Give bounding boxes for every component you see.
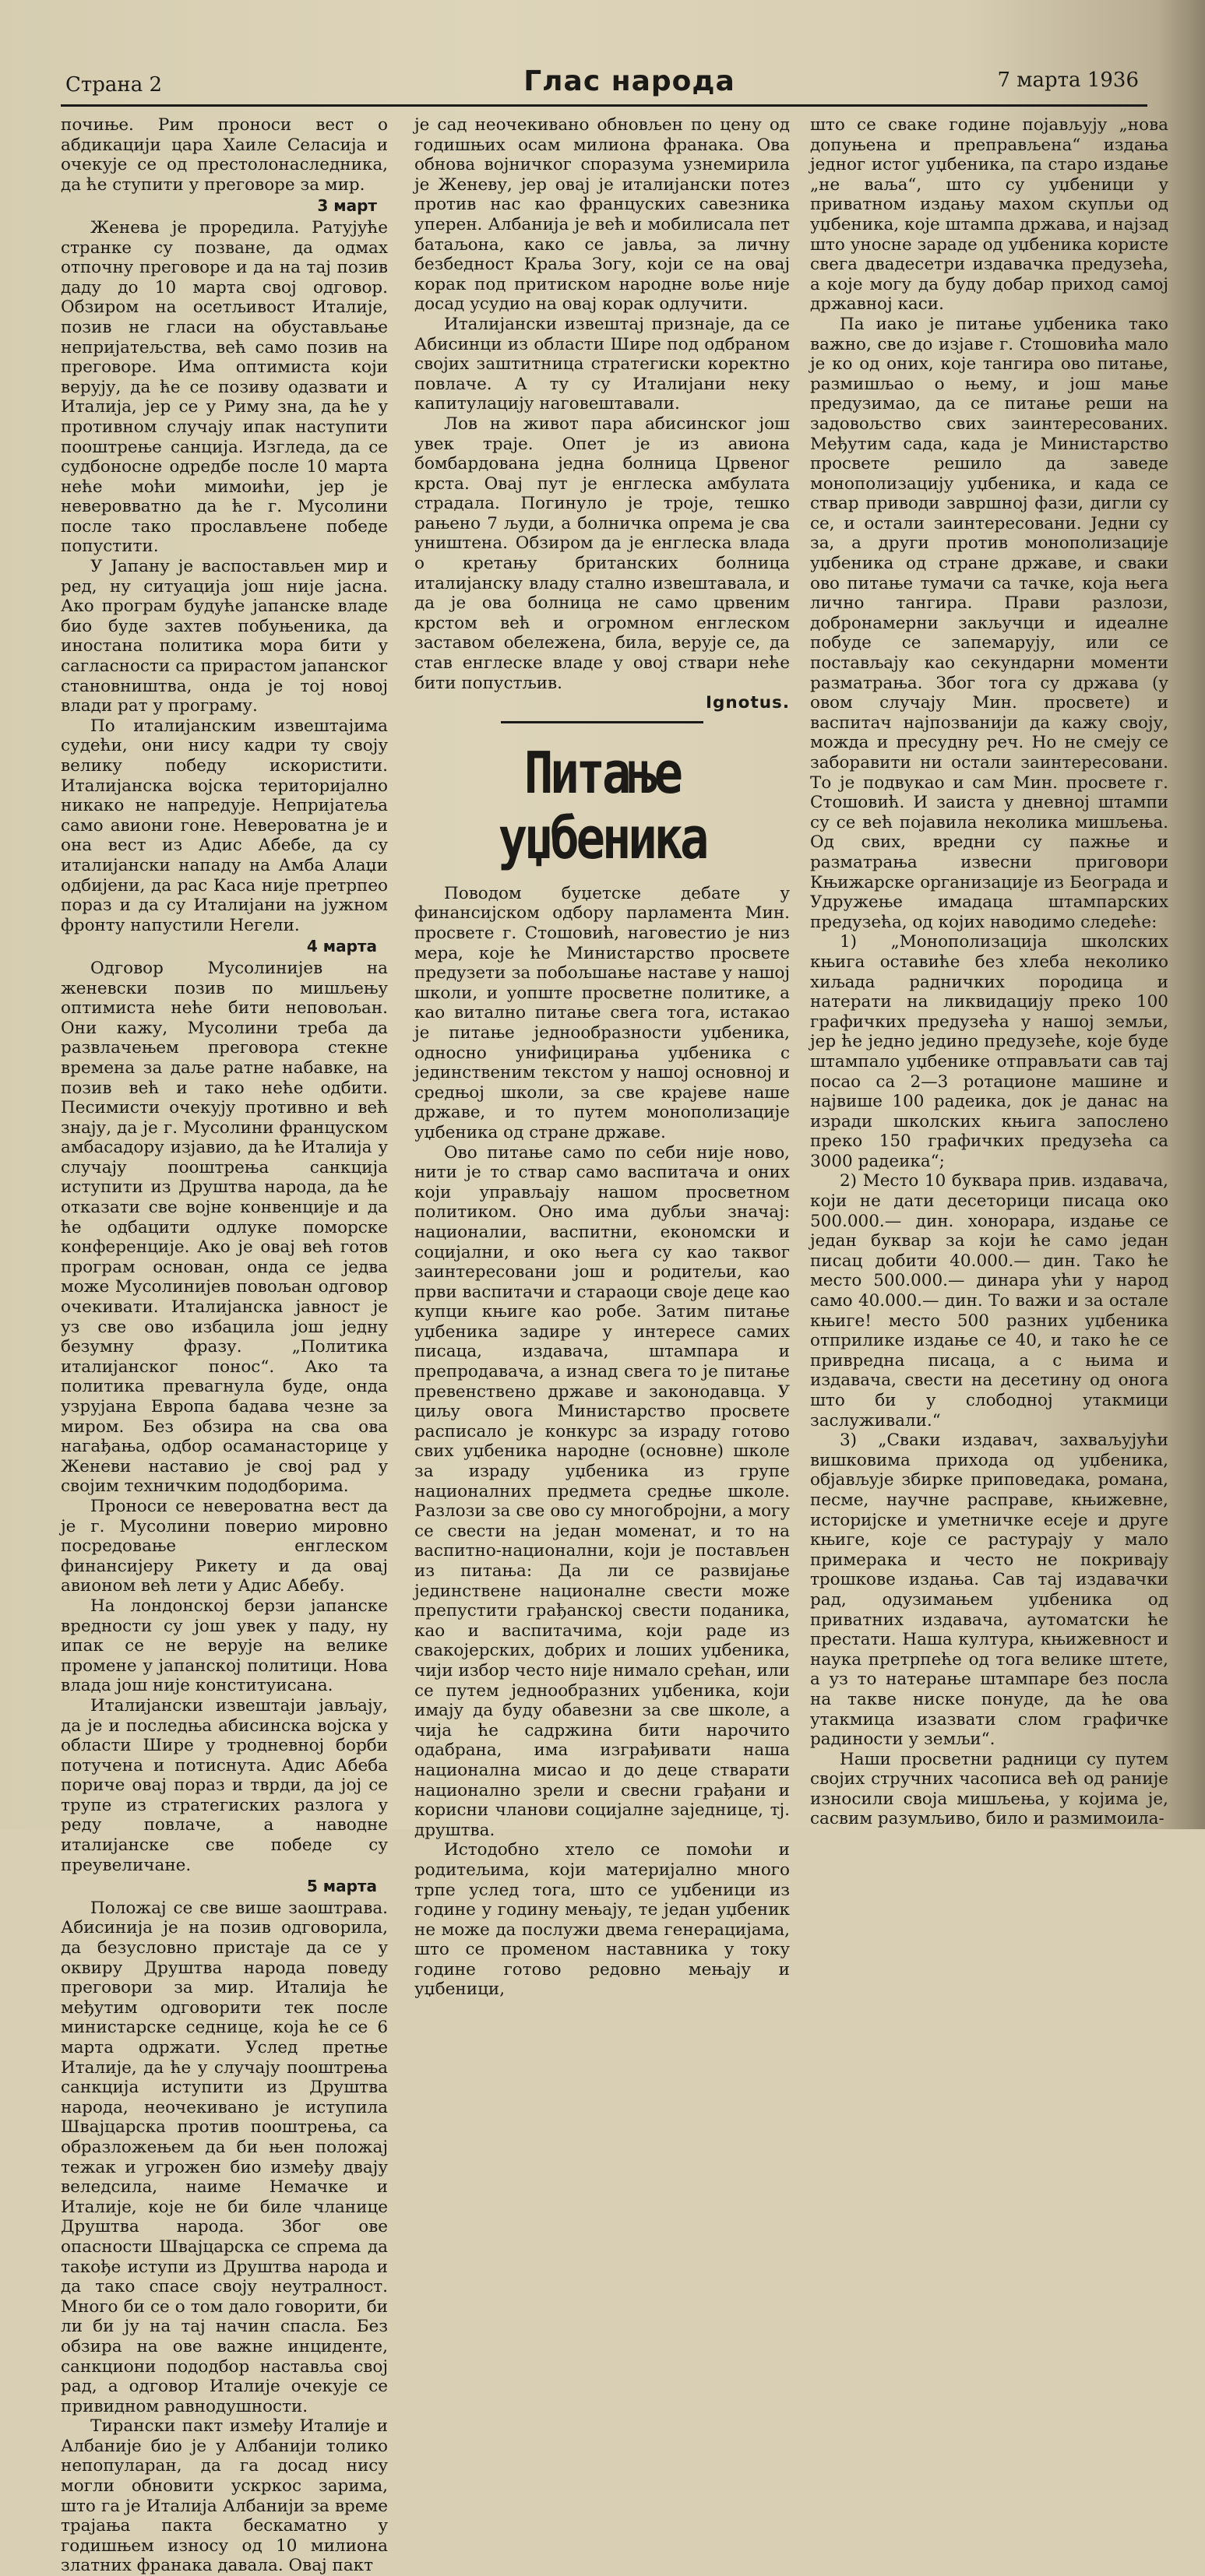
paragraph: Ово питање само по себи није ново, нити је то ствар само васпитача и оних који управљају нашом просветном политиком. Оно има дубљи значај: националии, васпитни, економски и социјални, и око њега су као таквог заинтересовани још и родитељи, као први васпитачи и стараоци своје деце као купци књиге као робе. Затим питање уџбеника задире у интересе самих писаца, издавача, штампара и препродавача, а изнад свега то је питање превенствено државе и законодавца. У циљу овога Министарство просвете расписало је конкурс за израду готово свих уџбеника народне (основне) школе за израду уџбеника из групе националних предмета средње школе. Разлози за све ово су многобројни, а могу се свести на један моменат, и то на васпитно-национални, који је постављен из питања: Да ли се развијање јединствене националне свести може препустити грађанској свести поданика, као и васпитачима, који раде из свакојерских, добрих и лоших уџбеника, чији избор често није нимало срећан, или се путем једнообразних уџбеника, који имају да буду обавезни за све школе, а чија ће садржина бити нарочито одабрана, има изграђивати наша национална мисао и до деце стварати национално зрели и свесни грађани и корисни чланови социјалне заједнице, тј. друштва. [414, 1142, 790, 1840]
newspaper-masthead: Глас народа [523, 65, 735, 97]
paragraph: је сад неочекивано обновљен по цену од годишњих осам милиона франака. Ова обнова војничког споразума узнемирила је Женеву, јер овај је италијански потез против нас као француских савезника уперен. Албанија је већ и мобилисала пет батаљона, како се јавља, за личну безбедност Краља Зогу, који се на овај корак под притиском народне воље није досад усудио на овај корак одлучити. [414, 115, 790, 315]
date-subheading: 5 марта [306, 1877, 377, 1896]
paragraph: Женева је проредила. Ратујуће странке су позване, да одмах отпочну преговоре и да на тај позив даду до 10 марта свој одговор. Обзиром на осетљивост Италије, позив не гласи на обустављање непријатељства, већ само позив на преговоре. Има оптимиста који верују, да ће се позиву одазвати и Италија, јер се у Риму зна, да ће у противном случају ипак наступити пооштрење санција. Изгледа, да се судбоносне одредбе после 10 марта неће моћи мимоићи, јер је неверовватно да ће г. Мусолини после тако прослављене победе попустити. [61, 217, 388, 557]
paragraph: Лов на живот пара абисинског још увек траје. Опет је из авиона бомбардована једна болница Црвеног крста. Овај пут је енглеска амбулата страдала. Погинуло је троје, тешко рањено 7 људи, а болничка опрема је сва уништена. Обзиром да је енглеска влада о кретању британских болница италијанску владу стално извештавала, и да је ова болница не само црвеним крстом већ и огромном енглеском заставом обележена, била, верује се, да став енглеске владе у овој ствари неће бити попустљив. [414, 413, 790, 693]
column-3 [810, 115, 1168, 1829]
paragraph: Па иако је питање уџбеника тако важно, све до изјаве г. Стошовића мало је ко од оних, које тангира ово питање, размишљао о њему, и још мање предузимао, да се питање реши на задовољство свих заинтересованих. Међутим сада, када је Министарство просвете решило да заведе монополизацију уџбеника, и када се ствар приводи завршној фази, дигли су се, и остали заинтересовани. Једни су за, а други против монополизације уџбеника од стране државе, и сваки ово питање тумачи са тачке, која њега лично тангира. Прави разлози, добронамерни закључци и идеалне побуде се запемарују, или се постављају као секундарни моменти разматрања. Због тога су држава (у овом случају Мин. просвете) и васпитач најпозванији да кажу своју, можда и пресудну реч. Но не смеју се заборавити ни остали заинтересовани. То је подвукао и сам Мин. просвете г. Стошовић. И заиста у дневној штампи су се већ појавила неколика мишљења. Од свих, вредни су пажње и разматрања извесни приговори Књижарске организације из Београда и Удружење имадаца штампарских предузећа, од којих наводимо следеће: [810, 314, 1168, 932]
issue-date: 7 марта 1936 [997, 69, 1139, 92]
article-divider [501, 721, 703, 723]
header-rule [61, 104, 1147, 107]
paragraph: Тирански пакт између Италије и Албаније био је у Албанији толико непопуларан, да га досад нису могли обновити ускркос зарима, што га је Италија Албанији за време трајања пакта бескаматно у годишњем износу од 10 милиона златних франака давала. Овај пакт [61, 2416, 388, 2576]
paragraph: Проноси се невероватна вест да је г. Мусолини поверио мировно посредовање енглеском финансијеру Рикету и да овај авионом већ лети у Адис Абебу. [61, 1496, 388, 1596]
date-subheading: 3 март [317, 196, 377, 216]
date-subheading: 4 марта [306, 937, 377, 956]
page-number: Страна 2 [65, 73, 163, 97]
paragraph: 2) Место 10 буквара прив. издавача, који не дати десеторици писаца око 500.000.— дин. хонорара, издање се један буквар за који ће само један писац добити 40.000.— дин. Тако ће место 500.000.— динара ући у народ само 40.000.— дин. То важи и за остале књиге! место 500 разних уџбеника отприлике издање се 40, и тако ће се привредна писаца, а с њима и издавача, свести на десетину од онога што би у слободној утакмици заслуживали.“ [810, 1171, 1168, 1431]
paragraph: 3) „Сваки издавач, захваљујући вишковима прихода од уџбеника, објављује збирке приповедака, романа, песме, научне расправе, књижевне, историјске и уметничке есеје и друге књиге, које се растурају у мало примерака и често не покривају трошкове издања. Сав тај издавачки рад, одузимањем уџбеника од приватних издавача, аутоматски ће престати. Наша култура, књижевност и наука претрпеће од тога велике штете, а уз то натерање штампаре без посла на такве ниске понуде, да ће ова утакмица изазвати слом графичке радиности у земљи“. [810, 1431, 1168, 1750]
paragraph: Италијански извештај признаје, да се Абисинци из области Шире под одбраном својих заштитница стратегиски коректно повлаче. А ту су Италијани неку капитулацију наговештавали. [414, 314, 790, 414]
paragraph: Истодобно хтело се помоћи и родитељима, који материјално много трпе услед тога, што се уџбеници из године у годину мењају, те један уџбеник не може да послужи двема генерацијама, што се променом наставника у току године готово редовно мењају и уџбеници, [414, 1840, 790, 2000]
paragraph: Наши просветни радници су путем својих стручних часописа већ од раније износили своја мишљења, у којима је, сасвим разумљиво, било и размимоила- [810, 1749, 1168, 1829]
paragraph: Одговор Мусолинијев на женевски позив по мишљењу оптимиста неће бити неповољан. Они кажу, Мусолини треба да развлачењем преговора стекне времена за даље ратне набавке, на позив већ и тако неће одбити. Песимисти очекују противно и већ знају, да је г. Мусолини француском амбасадору изјавио, да ће Италија у случају пооштрења санкција иступити из Друштва народа, да ће отказати све војне конвенције и да ће одбацити одлуке поморске конференције. Ако је овај већ готов програм основан, онда се једва може Мусолинијев повољан одговор очекивати. Италијанска јавност је уз све ово избацила још једну безумну фразу. „Политика италијанског понос“. Ако та политика превагнула буде, онда узрујана Европа бадава чезне за миром. Без обзира на сва ова нагађања, одбор осаманасторице у Женеви наставио је свој рад у својим техничким пододборима. [61, 958, 388, 1497]
column-1 [61, 115, 388, 2576]
paragraph: По италијанским извештајима судећи, они нису кадри ту своју велику победу искористити. Италијанска војска територијално никако не напредује. Непријатеља само авиони гоне. Невероватна је и она вест из Адис Абебе, да су италијански нападу на Амба Алаџи одбијени, да рас Каса није претрпео пораз и да су Италијани на јужном фронту напустили Негели. [61, 716, 388, 935]
paragraph: Положај се све више заоштрава. Абисинија је на позив одговорила, да безусловно пристаје да се у оквиру Друштва народа поведу преговори за мир. Италија ће међутим одговорити тек после министарске седнице, која ће се 6 марта одржати. Услед претње Италије, да ће у случају пооштрења санкција иступити из Друштва народа, неочекивано је иступила Швајцарска против пооштрења, са образложењем да би њен положај тежак и угрожен био између двају веледсила, наиме Немачке и Италије, које не би биле чланице Друштва народа. Због ове опасности Швајцарска се спрема да такође иступи из Друштва народа и да тако спасе своју неутралност. Много би се о том дало говорити, би ли би ју на тај начин спасла. Без обзира на ове важне инциденте, санкциони пододбор наставља свој рад, а одговор Италије очекује се привидном равнодушности. [61, 1898, 388, 2416]
author-signature: Ignotus. [705, 693, 790, 713]
article-headline: Питање уџбеника [498, 738, 706, 873]
paragraph: што се сваке године појављују „нова допуњена и преправљена“ издања једног истог уџбеника, па старо издање „не ваља“, што су уџбеници у приватном издању махом скупљи од уџбеника, које штампа држава, и најзад што уносне зараде од уџбеника користе свега двадесетри издавачка предузећа, а које могу да буду добар приход самој државној каси. [810, 115, 1168, 315]
paragraph: На лондонској берзи јапанске вредности су још увек у паду, ну ипак се не верује на велике промене у јапанској политици. Нова влада још није конституисана. [61, 1596, 388, 1696]
column-2 [414, 115, 790, 2000]
paragraph: 1) „Монополизација школских књига оставиће без хлеба неколико хиљада радничких породица и натерати на ликвидацију преко 100 графичких предузећа у нашој земљи, јер ће једно једино предузеће, које буде штампало уџбенике отправљати сав тај посао са 2—3 ротационе машине и највише 100 радеика, док је данас на изради школских књига запослено преко 150 графичких предузећа са 3000 радеика“; [810, 932, 1168, 1171]
paragraph: почиње. Рим проноси вест о абдикацији цара Хаиле Селасија и очекује се од престолонаследника, да ће ступити у преговоре за мир. [61, 115, 388, 195]
paragraph: Италијански извештаји јављају, да је и последња абисинска војска у области Шире у тродневној борби потучена и потиснута. Адис Абеба пориче овај пораз и тврди, да јој се трупе из стратегиских разлога у реду повлаче, а наводне италијанске све победе су преувеличане. [61, 1695, 388, 1875]
page-header [61, 65, 1143, 101]
paragraph: У Јапану је васпостављен мир и ред, ну ситуација још није јасна. Ако програм будуће јапанске владе био буде захтев побуњеника, да иностана политика мора бити у сагласности са прирастом јапанског становништва, онда је тој новој влади рат у програму. [61, 557, 388, 716]
paragraph: Поводом буџетске дебате у финансијском одбору парламента Мин. просвете г. Стошовић, наговестио је низ мера, које ће Министарство просвете предузети за побољшање наставе у нашој школи, и уопште просветне политике, а као витално питање свега тога, истакао је питање једнообразности уџбеника, односно унифицирања уџбеника с јединственим текстом у нашој основној и средњој школи, за све крајеве наше државе, и то путем монополизације уџбеника од стране државе. [414, 883, 790, 1142]
